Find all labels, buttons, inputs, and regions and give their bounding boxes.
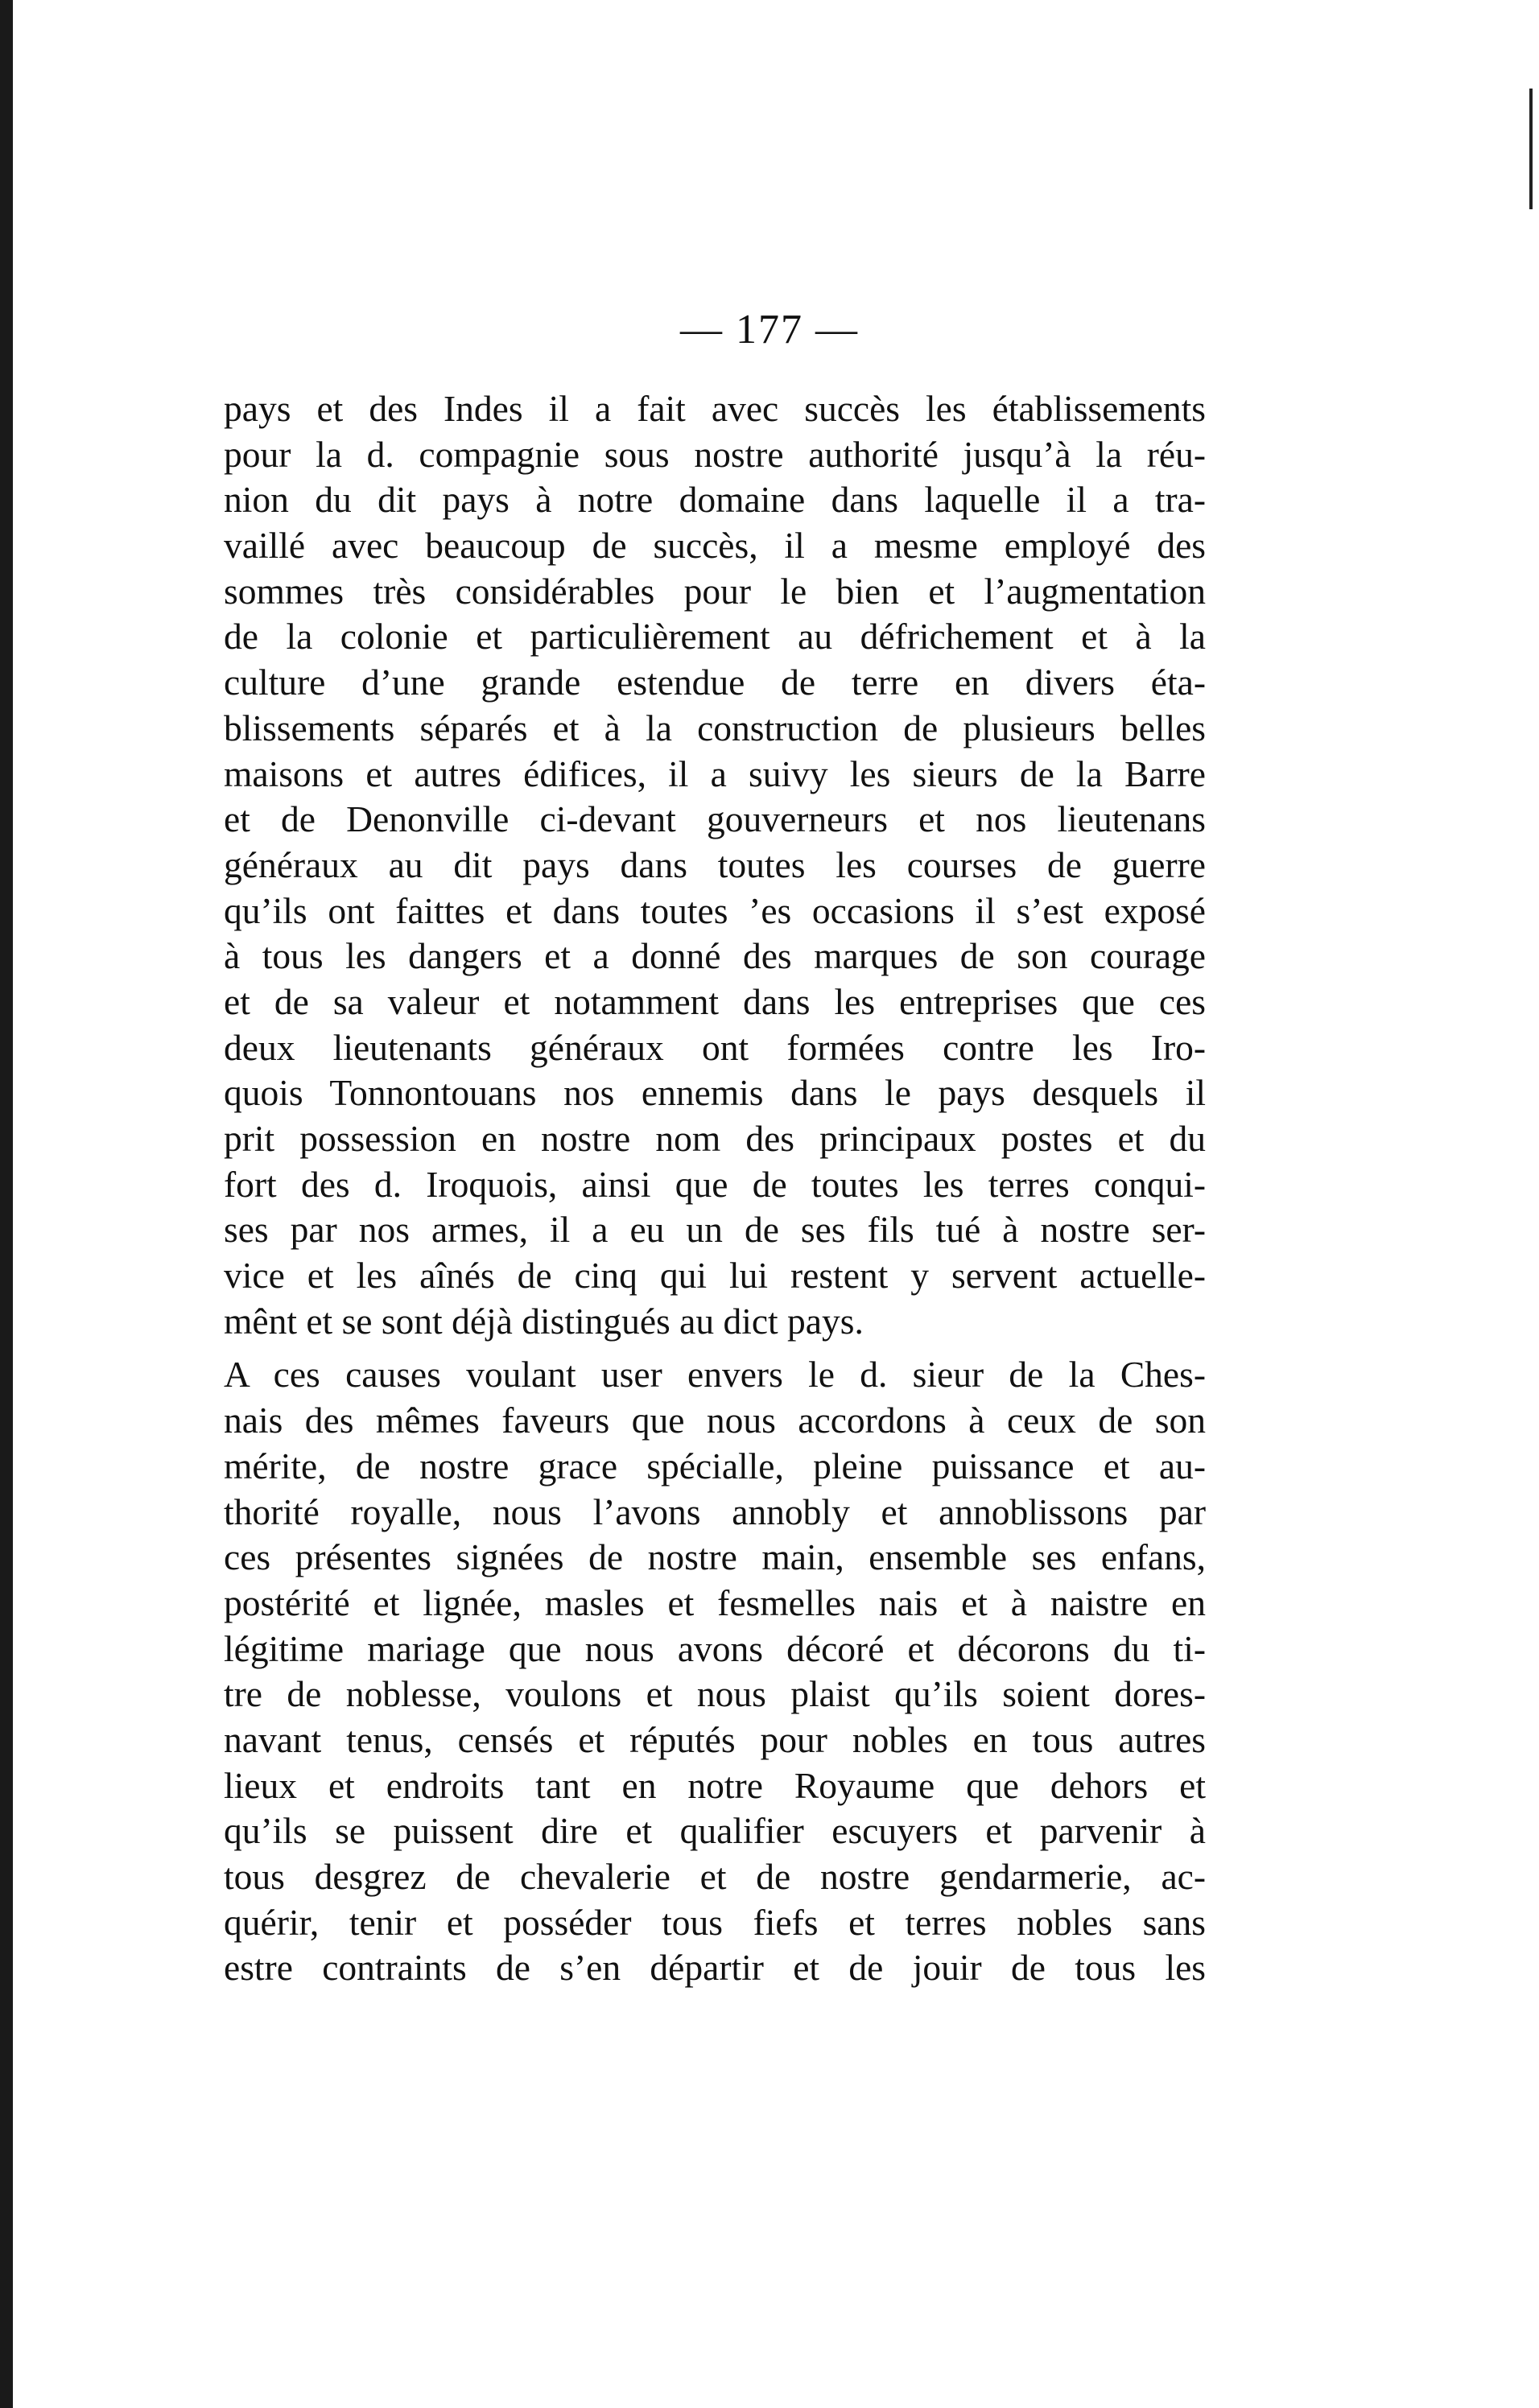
text-line: fort des d. Iroquois, ainsi que de toutes les terres conqui- (224, 1163, 1206, 1205)
text-line: généraux au dit pays dans toutes les courses de guerre (224, 843, 1206, 885)
text-line: qu’ils se puissent dire et qualifier escuyers et parvenir à (224, 1810, 1206, 1852)
text-line: navant tenus, censés et réputés pour nobles en tous autres (224, 1718, 1206, 1760)
body-text (224, 386, 1206, 1991)
text-line: thorité royalle, nous l’avons annobly et annoblissons par (224, 1491, 1206, 1532)
text-line: lieux et endroits tant en notre Royaume que dehors et (224, 1764, 1206, 1806)
text-line: A ces causes voulant user envers le d. sieur de la Ches- (224, 1354, 1206, 1396)
text-line: quois Tonnontouans nos ennemis dans le pays desquels il (224, 1072, 1206, 1114)
text-line: à tous les dangers et a donné des marques de son courage (224, 935, 1206, 977)
text-line: vice et les aînés de cinq qui lui restent y servent actuelle- (224, 1255, 1206, 1297)
text-line: ces présentes signées de nostre main, ensemble ses enfans, (224, 1536, 1206, 1578)
text-line: maisons et autres édifices, il a suivy les sieurs de la Barre (224, 752, 1206, 794)
text-line: de la colonie et particulièrement au défrichement et à la (224, 616, 1206, 658)
text-line: quérir, tenir et posséder tous fiefs et terres nobles sans (224, 1901, 1206, 1943)
text-line: tous desgrez de chevalerie et de nostre gendarmerie, ac- (224, 1856, 1206, 1897)
text-line: qu’ils ont faittes et dans toutes ’es occasions il s’est exposé (224, 889, 1206, 931)
text-line: et de sa valeur et notamment dans les entreprises que ces (224, 980, 1206, 1022)
scan-edge-right (1529, 89, 1533, 209)
text-line: blissements séparés et à la construction de plusieurs belles (224, 707, 1206, 748)
text-line: mênt et se sont déjà distingués au dict pays. (224, 1300, 864, 1342)
text-line: culture d’une grande estendue de terre en divers éta- (224, 662, 1206, 703)
text-line: ses par nos armes, il a eu un de ses fils tué à nostre ser- (224, 1209, 1206, 1251)
text-line: mérite, de nostre grace spécialle, pleine puissance et au- (224, 1445, 1206, 1486)
paragraph-2 (224, 1352, 1206, 1991)
text-line: nais des mêmes faveurs que nous accordons à ceux de son (224, 1400, 1206, 1441)
text-line: pour la d. compagnie sous nostre authorité jusqu’à la réu- (224, 433, 1206, 475)
text-line: nion du dit pays à notre domaine dans laquelle il a tra- (224, 479, 1206, 521)
scan-edge-left (0, 0, 13, 2408)
paragraph-1 (224, 386, 1206, 1344)
page-number: — 177 — (680, 307, 859, 353)
text-line: légitime mariage que nous avons décoré et décorons du ti- (224, 1627, 1206, 1669)
text-line: et de Denonville ci-devant gouverneurs et nos lieutenans (224, 798, 1206, 840)
text-line: pays et des Indes il a fait avec succès les établissements (224, 388, 1206, 429)
text-line: prit possession en nostre nom des principaux postes et du (224, 1118, 1206, 1159)
text-line: vaillé avec beaucoup de succès, il a mesme employé des (224, 525, 1206, 567)
text-line: estre contraints de s’en départir et de jouir de tous les (224, 1947, 1206, 1989)
text-line: postérité et lignée, masles et fesmelles nais et à naistre en (224, 1581, 1206, 1623)
text-line: tre de noblesse, voulons et nous plaist qu’ils soient dores- (224, 1673, 1206, 1715)
text-line: deux lieutenants généraux ont formées contre les Iro- (224, 1026, 1206, 1068)
text-line: sommes très considérables pour le bien et l’augmentation (224, 570, 1206, 612)
